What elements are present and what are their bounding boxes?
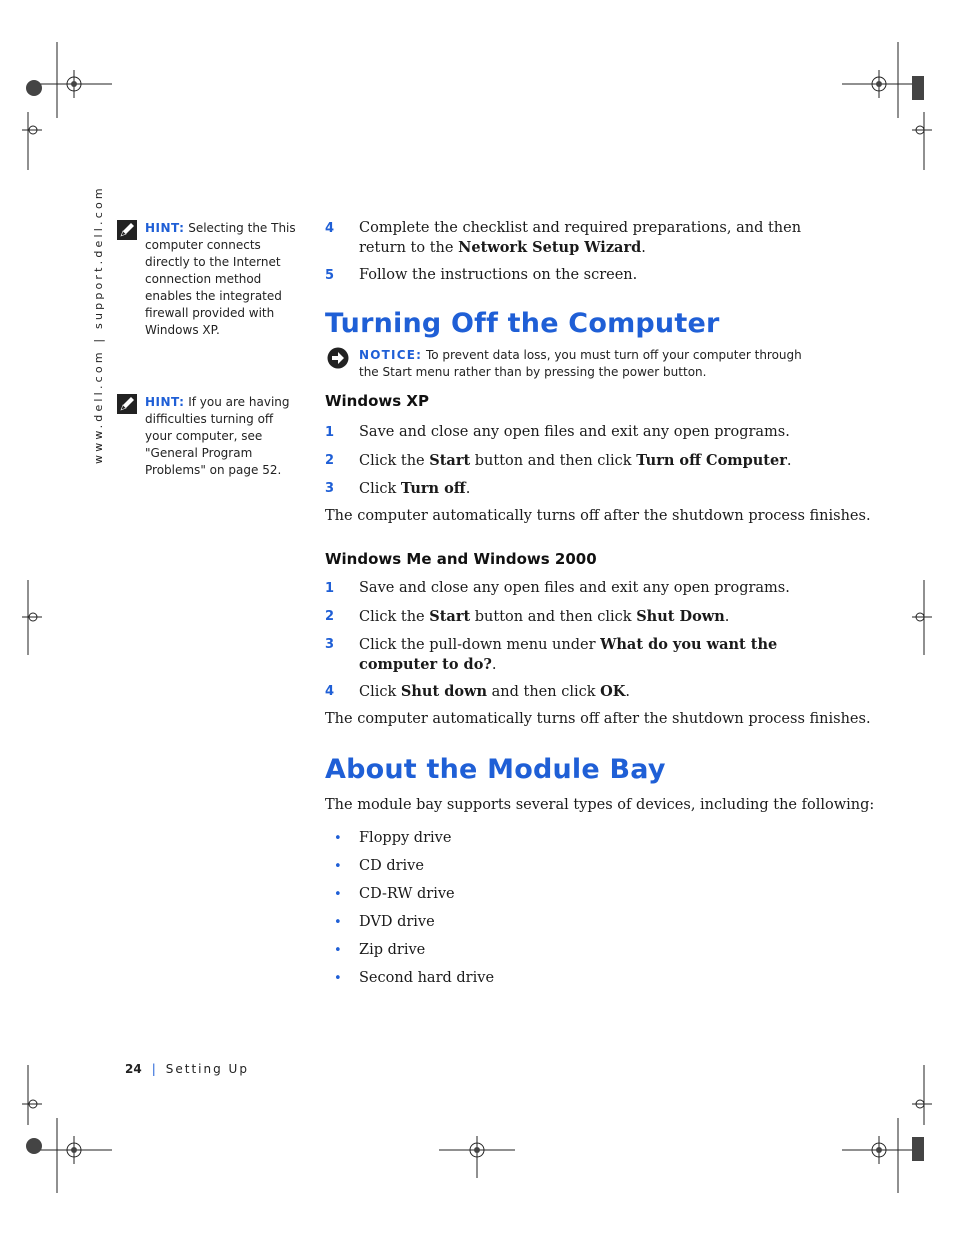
notice-text-end: menu rather than by pressing the power button. [411,365,707,379]
list-item-text: Floppy drive [359,830,452,846]
notice-bold-text: Start [382,365,412,379]
list-item-text: DVD drive [359,914,435,930]
step-number: 1 [325,425,335,440]
xp-after-text: The computer automatically turns off after the shutdown process finishes. [325,508,871,524]
pencil-note-icon [117,394,137,414]
list-item-text: CD-RW drive [359,886,455,902]
step-text: Complete the checklist and required preparations, and then return to the [359,220,802,256]
bullet-icon: • [334,915,342,930]
me2000-step [325,682,815,702]
hint-note-troubleshoot [117,394,299,479]
step-bold-text: Turn off Computer [636,452,787,469]
step-text-end: . [641,240,646,256]
step-text-end: . [625,684,630,700]
step-text-end: . [491,657,497,673]
hint-label: HINT: [145,395,185,409]
notice-arrow-icon [327,347,349,369]
list-item-text: Zip drive [359,942,426,958]
notice-text: To prevent data loss, you must turn off your computer through the [359,348,802,379]
page-footer [125,1062,249,1076]
step-bold-text: Start [429,608,471,625]
hint-text: Selecting the This computer connects directly to the Internet connection method enables the integrated firewall provided with Windows XP. [145,221,296,337]
intro-step [325,266,815,285]
step-number: 2 [325,609,335,624]
page-number: 24 [125,1062,142,1076]
step-text: Click the [359,453,430,469]
step-text: Follow the instructions on the screen. [359,267,638,283]
xp-step [325,479,815,499]
step-number: 2 [325,453,335,468]
step-text-end: . [465,481,471,497]
hint-text: If you are having difficulties turning off your computer, see "General Program Problems" on page 52. [145,395,290,477]
step-text: Save and close any open files and exit any open programs. [359,580,790,596]
step-number: 1 [325,581,335,596]
bullet-icon: • [334,971,342,986]
subheading-windows-me-2000: Windows Me and Windows 2000 [325,550,597,568]
list-item [325,913,815,932]
step-number: 4 [325,684,335,699]
xp-step [325,423,815,442]
footer-section-name: Setting Up [165,1062,249,1076]
step-bold-text: Shut down [400,683,488,700]
module-bay-intro: The module bay supports several types of devices, including the following: [325,797,875,813]
step-bold-text: OK [600,683,626,700]
bullet-icon: • [334,831,342,846]
subheading-windows-xp: Windows XP [325,392,429,410]
me2000-step [325,579,815,598]
list-item [325,857,815,876]
side-url: www.dell.com | support.dell.com [92,185,105,464]
footer-separator: | [151,1062,156,1076]
list-item [325,941,815,960]
step-text: Click [359,684,401,700]
list-item-text: Second hard drive [359,970,495,986]
step-text: Click the pull-down menu under [359,637,601,653]
step-text-mid: button and then click [470,609,637,625]
bullet-icon: • [334,943,342,958]
list-item [325,969,815,988]
step-text: Save and close any open files and exit any open programs. [359,424,790,440]
section-title-turning-off: Turning Off the Computer [325,308,720,339]
step-bold-text: Start [429,452,471,469]
step-bold-text: What do you want the computer to do? [359,636,778,673]
me2000-after-text: The computer automatically turns off after the shutdown process finishes. [325,711,871,727]
step-number: 5 [325,268,335,283]
list-item [325,829,815,848]
list-item-text: CD drive [359,858,424,874]
me2000-step [325,607,815,627]
bullet-icon: • [334,859,342,874]
pencil-note-icon [117,220,137,240]
step-text-mid: button and then click [470,453,637,469]
section-title-module-bay: About the Module Bay [325,754,666,785]
step-number: 4 [325,221,335,236]
notice-label: NOTICE: [359,348,423,362]
me2000-step [325,635,815,675]
step-text: Click [359,481,401,497]
step-text-end: . [786,453,792,469]
step-bold-text: Network Setup Wizard [458,239,642,256]
notice-box [327,347,817,381]
step-bold-text: Turn off [400,480,466,497]
step-number: 3 [325,637,335,652]
list-item [325,885,815,904]
intro-step [325,219,815,258]
bullet-icon: • [334,887,342,902]
step-text: Click the [359,609,430,625]
step-text-end: . [724,609,730,625]
xp-step [325,451,815,471]
step-number: 3 [325,481,335,496]
hint-label: HINT: [145,221,185,235]
step-bold-text: Shut Down [636,608,725,625]
step-text-mid: and then click [487,684,601,700]
hint-note-firewall [117,220,299,339]
